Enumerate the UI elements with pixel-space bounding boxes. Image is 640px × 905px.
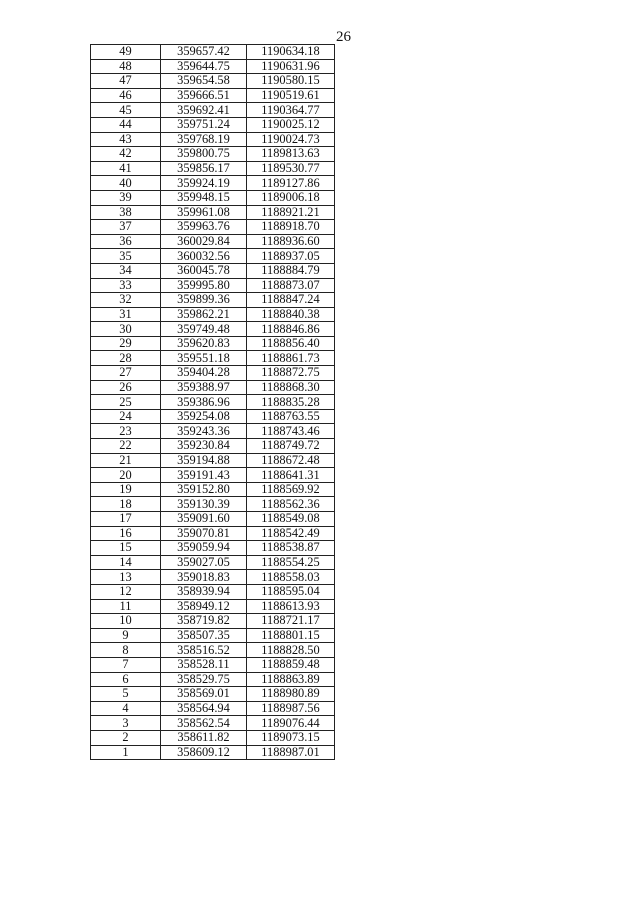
coordinates-table <box>90 44 335 760</box>
table-row <box>91 526 335 541</box>
x-coordinate-cell: 358569.01 <box>161 687 247 702</box>
table-row <box>91 190 335 205</box>
point-number-cell: 4 <box>91 701 161 716</box>
y-coordinate-cell: 1188846.86 <box>247 322 335 337</box>
table-row <box>91 628 335 643</box>
x-coordinate-cell: 359768.19 <box>161 132 247 147</box>
y-coordinate-cell: 1188884.79 <box>247 263 335 278</box>
x-coordinate-cell: 359666.51 <box>161 88 247 103</box>
point-number-cell: 5 <box>91 687 161 702</box>
table-row <box>91 117 335 132</box>
x-coordinate-cell: 359961.08 <box>161 205 247 220</box>
point-number-cell: 49 <box>91 45 161 60</box>
table-row <box>91 570 335 585</box>
coordinates-table-body <box>91 45 335 760</box>
table-row <box>91 599 335 614</box>
x-coordinate-cell: 359243.36 <box>161 424 247 439</box>
point-number-cell: 21 <box>91 453 161 468</box>
point-number-cell: 30 <box>91 322 161 337</box>
point-number-cell: 15 <box>91 541 161 556</box>
y-coordinate-cell: 1189127.86 <box>247 176 335 191</box>
x-coordinate-cell: 359191.43 <box>161 468 247 483</box>
point-number-cell: 18 <box>91 497 161 512</box>
point-number-cell: 36 <box>91 234 161 249</box>
table-row <box>91 278 335 293</box>
table-row <box>91 293 335 308</box>
table-row <box>91 307 335 322</box>
point-number-cell: 28 <box>91 351 161 366</box>
y-coordinate-cell: 1188835.28 <box>247 395 335 410</box>
point-number-cell: 6 <box>91 672 161 687</box>
table-row <box>91 366 335 381</box>
table-row <box>91 59 335 74</box>
y-coordinate-cell: 1188542.49 <box>247 526 335 541</box>
point-number-cell: 31 <box>91 307 161 322</box>
y-coordinate-cell: 1190634.18 <box>247 45 335 60</box>
y-coordinate-cell: 1188863.89 <box>247 672 335 687</box>
x-coordinate-cell: 359654.58 <box>161 74 247 89</box>
point-number-cell: 19 <box>91 482 161 497</box>
y-coordinate-cell: 1188937.05 <box>247 249 335 264</box>
point-number-cell: 14 <box>91 555 161 570</box>
y-coordinate-cell: 1188918.70 <box>247 220 335 235</box>
point-number-cell: 8 <box>91 643 161 658</box>
y-coordinate-cell: 1188672.48 <box>247 453 335 468</box>
table-row <box>91 482 335 497</box>
y-coordinate-cell: 1189006.18 <box>247 190 335 205</box>
table-row <box>91 439 335 454</box>
y-coordinate-cell: 1190580.15 <box>247 74 335 89</box>
table-row <box>91 351 335 366</box>
table-row <box>91 147 335 162</box>
x-coordinate-cell: 359551.18 <box>161 351 247 366</box>
y-coordinate-cell: 1189813.63 <box>247 147 335 162</box>
point-number-cell: 27 <box>91 366 161 381</box>
table-row <box>91 468 335 483</box>
x-coordinate-cell: 358528.11 <box>161 657 247 672</box>
point-number-cell: 13 <box>91 570 161 585</box>
x-coordinate-cell: 359386.96 <box>161 395 247 410</box>
x-coordinate-cell: 359230.84 <box>161 439 247 454</box>
y-coordinate-cell: 1188873.07 <box>247 278 335 293</box>
table-row <box>91 176 335 191</box>
table-row <box>91 424 335 439</box>
x-coordinate-cell: 359018.83 <box>161 570 247 585</box>
y-coordinate-cell: 1188721.17 <box>247 614 335 629</box>
table-row <box>91 45 335 60</box>
point-number-cell: 35 <box>91 249 161 264</box>
x-coordinate-cell: 359963.76 <box>161 220 247 235</box>
x-coordinate-cell: 358949.12 <box>161 599 247 614</box>
x-coordinate-cell: 359254.08 <box>161 409 247 424</box>
point-number-cell: 44 <box>91 117 161 132</box>
x-coordinate-cell: 359995.80 <box>161 278 247 293</box>
table-row <box>91 322 335 337</box>
point-number-cell: 23 <box>91 424 161 439</box>
table-row <box>91 88 335 103</box>
table-row <box>91 234 335 249</box>
y-coordinate-cell: 1188936.60 <box>247 234 335 249</box>
x-coordinate-cell: 359027.05 <box>161 555 247 570</box>
table-row <box>91 74 335 89</box>
point-number-cell: 48 <box>91 59 161 74</box>
table-row <box>91 643 335 658</box>
point-number-cell: 42 <box>91 147 161 162</box>
point-number-cell: 12 <box>91 584 161 599</box>
point-number-cell: 43 <box>91 132 161 147</box>
point-number-cell: 33 <box>91 278 161 293</box>
point-number-cell: 7 <box>91 657 161 672</box>
x-coordinate-cell: 360029.84 <box>161 234 247 249</box>
table-row <box>91 497 335 512</box>
y-coordinate-cell: 1188859.48 <box>247 657 335 672</box>
y-coordinate-cell: 1188987.56 <box>247 701 335 716</box>
x-coordinate-cell: 359862.21 <box>161 307 247 322</box>
point-number-cell: 26 <box>91 380 161 395</box>
y-coordinate-cell: 1188569.92 <box>247 482 335 497</box>
table-row <box>91 409 335 424</box>
y-coordinate-cell: 1189076.44 <box>247 716 335 731</box>
table-row <box>91 730 335 745</box>
table-row <box>91 336 335 351</box>
x-coordinate-cell: 358609.12 <box>161 745 247 760</box>
x-coordinate-cell: 358719.82 <box>161 614 247 629</box>
x-coordinate-cell: 360045.78 <box>161 263 247 278</box>
y-coordinate-cell: 1188868.30 <box>247 380 335 395</box>
x-coordinate-cell: 359388.97 <box>161 380 247 395</box>
table-row <box>91 745 335 760</box>
table-row <box>91 512 335 527</box>
x-coordinate-cell: 358516.52 <box>161 643 247 658</box>
x-coordinate-cell: 359070.81 <box>161 526 247 541</box>
x-coordinate-cell: 359152.80 <box>161 482 247 497</box>
point-number-cell: 2 <box>91 730 161 745</box>
y-coordinate-cell: 1188613.93 <box>247 599 335 614</box>
table-row <box>91 395 335 410</box>
y-coordinate-cell: 1190025.12 <box>247 117 335 132</box>
y-coordinate-cell: 1188856.40 <box>247 336 335 351</box>
x-coordinate-cell: 360032.56 <box>161 249 247 264</box>
x-coordinate-cell: 359404.28 <box>161 366 247 381</box>
y-coordinate-cell: 1188847.24 <box>247 293 335 308</box>
point-number-cell: 3 <box>91 716 161 731</box>
point-number-cell: 29 <box>91 336 161 351</box>
table-row <box>91 541 335 556</box>
x-coordinate-cell: 359899.36 <box>161 293 247 308</box>
table-row <box>91 161 335 176</box>
point-number-cell: 47 <box>91 74 161 89</box>
x-coordinate-cell: 359620.83 <box>161 336 247 351</box>
point-number-cell: 37 <box>91 220 161 235</box>
table-row <box>91 672 335 687</box>
y-coordinate-cell: 1190519.61 <box>247 88 335 103</box>
point-number-cell: 22 <box>91 439 161 454</box>
table-row <box>91 263 335 278</box>
table-row <box>91 584 335 599</box>
point-number-cell: 38 <box>91 205 161 220</box>
x-coordinate-cell: 359856.17 <box>161 161 247 176</box>
point-number-cell: 45 <box>91 103 161 118</box>
table-row <box>91 380 335 395</box>
table-row <box>91 103 335 118</box>
y-coordinate-cell: 1188749.72 <box>247 439 335 454</box>
y-coordinate-cell: 1188549.08 <box>247 512 335 527</box>
x-coordinate-cell: 358507.35 <box>161 628 247 643</box>
y-coordinate-cell: 1188538.87 <box>247 541 335 556</box>
x-coordinate-cell: 359194.88 <box>161 453 247 468</box>
y-coordinate-cell: 1188763.55 <box>247 409 335 424</box>
x-coordinate-cell: 358562.54 <box>161 716 247 731</box>
y-coordinate-cell: 1188872.75 <box>247 366 335 381</box>
y-coordinate-cell: 1188828.50 <box>247 643 335 658</box>
y-coordinate-cell: 1190631.96 <box>247 59 335 74</box>
y-coordinate-cell: 1188921.21 <box>247 205 335 220</box>
y-coordinate-cell: 1188641.31 <box>247 468 335 483</box>
point-number-cell: 24 <box>91 409 161 424</box>
y-coordinate-cell: 1189530.77 <box>247 161 335 176</box>
point-number-cell: 41 <box>91 161 161 176</box>
table-row <box>91 220 335 235</box>
x-coordinate-cell: 359751.24 <box>161 117 247 132</box>
point-number-cell: 39 <box>91 190 161 205</box>
point-number-cell: 25 <box>91 395 161 410</box>
x-coordinate-cell: 359059.94 <box>161 541 247 556</box>
table-row <box>91 249 335 264</box>
x-coordinate-cell: 359657.42 <box>161 45 247 60</box>
y-coordinate-cell: 1189073.15 <box>247 730 335 745</box>
table-row <box>91 716 335 731</box>
y-coordinate-cell: 1188558.03 <box>247 570 335 585</box>
point-number-cell: 32 <box>91 293 161 308</box>
x-coordinate-cell: 358529.75 <box>161 672 247 687</box>
y-coordinate-cell: 1188861.73 <box>247 351 335 366</box>
x-coordinate-cell: 358564.94 <box>161 701 247 716</box>
table-row <box>91 701 335 716</box>
point-number-cell: 11 <box>91 599 161 614</box>
point-number-cell: 40 <box>91 176 161 191</box>
table-row <box>91 614 335 629</box>
y-coordinate-cell: 1188987.01 <box>247 745 335 760</box>
point-number-cell: 46 <box>91 88 161 103</box>
table-row <box>91 205 335 220</box>
y-coordinate-cell: 1188595.04 <box>247 584 335 599</box>
y-coordinate-cell: 1188562.36 <box>247 497 335 512</box>
table-row <box>91 657 335 672</box>
point-number-cell: 1 <box>91 745 161 760</box>
x-coordinate-cell: 359749.48 <box>161 322 247 337</box>
point-number-cell: 17 <box>91 512 161 527</box>
page-number: 26 <box>336 29 351 45</box>
point-number-cell: 34 <box>91 263 161 278</box>
x-coordinate-cell: 359130.39 <box>161 497 247 512</box>
table-row <box>91 687 335 702</box>
y-coordinate-cell: 1188743.46 <box>247 424 335 439</box>
x-coordinate-cell: 359692.41 <box>161 103 247 118</box>
point-number-cell: 9 <box>91 628 161 643</box>
table-row <box>91 453 335 468</box>
point-number-cell: 10 <box>91 614 161 629</box>
y-coordinate-cell: 1188840.38 <box>247 307 335 322</box>
x-coordinate-cell: 359644.75 <box>161 59 247 74</box>
y-coordinate-cell: 1188554.25 <box>247 555 335 570</box>
point-number-cell: 20 <box>91 468 161 483</box>
x-coordinate-cell: 359800.75 <box>161 147 247 162</box>
y-coordinate-cell: 1188980.89 <box>247 687 335 702</box>
x-coordinate-cell: 359924.19 <box>161 176 247 191</box>
y-coordinate-cell: 1190364.77 <box>247 103 335 118</box>
table-row <box>91 132 335 147</box>
x-coordinate-cell: 358611.82 <box>161 730 247 745</box>
table-row <box>91 555 335 570</box>
x-coordinate-cell: 359948.15 <box>161 190 247 205</box>
x-coordinate-cell: 358939.94 <box>161 584 247 599</box>
y-coordinate-cell: 1188801.15 <box>247 628 335 643</box>
x-coordinate-cell: 359091.60 <box>161 512 247 527</box>
point-number-cell: 16 <box>91 526 161 541</box>
y-coordinate-cell: 1190024.73 <box>247 132 335 147</box>
